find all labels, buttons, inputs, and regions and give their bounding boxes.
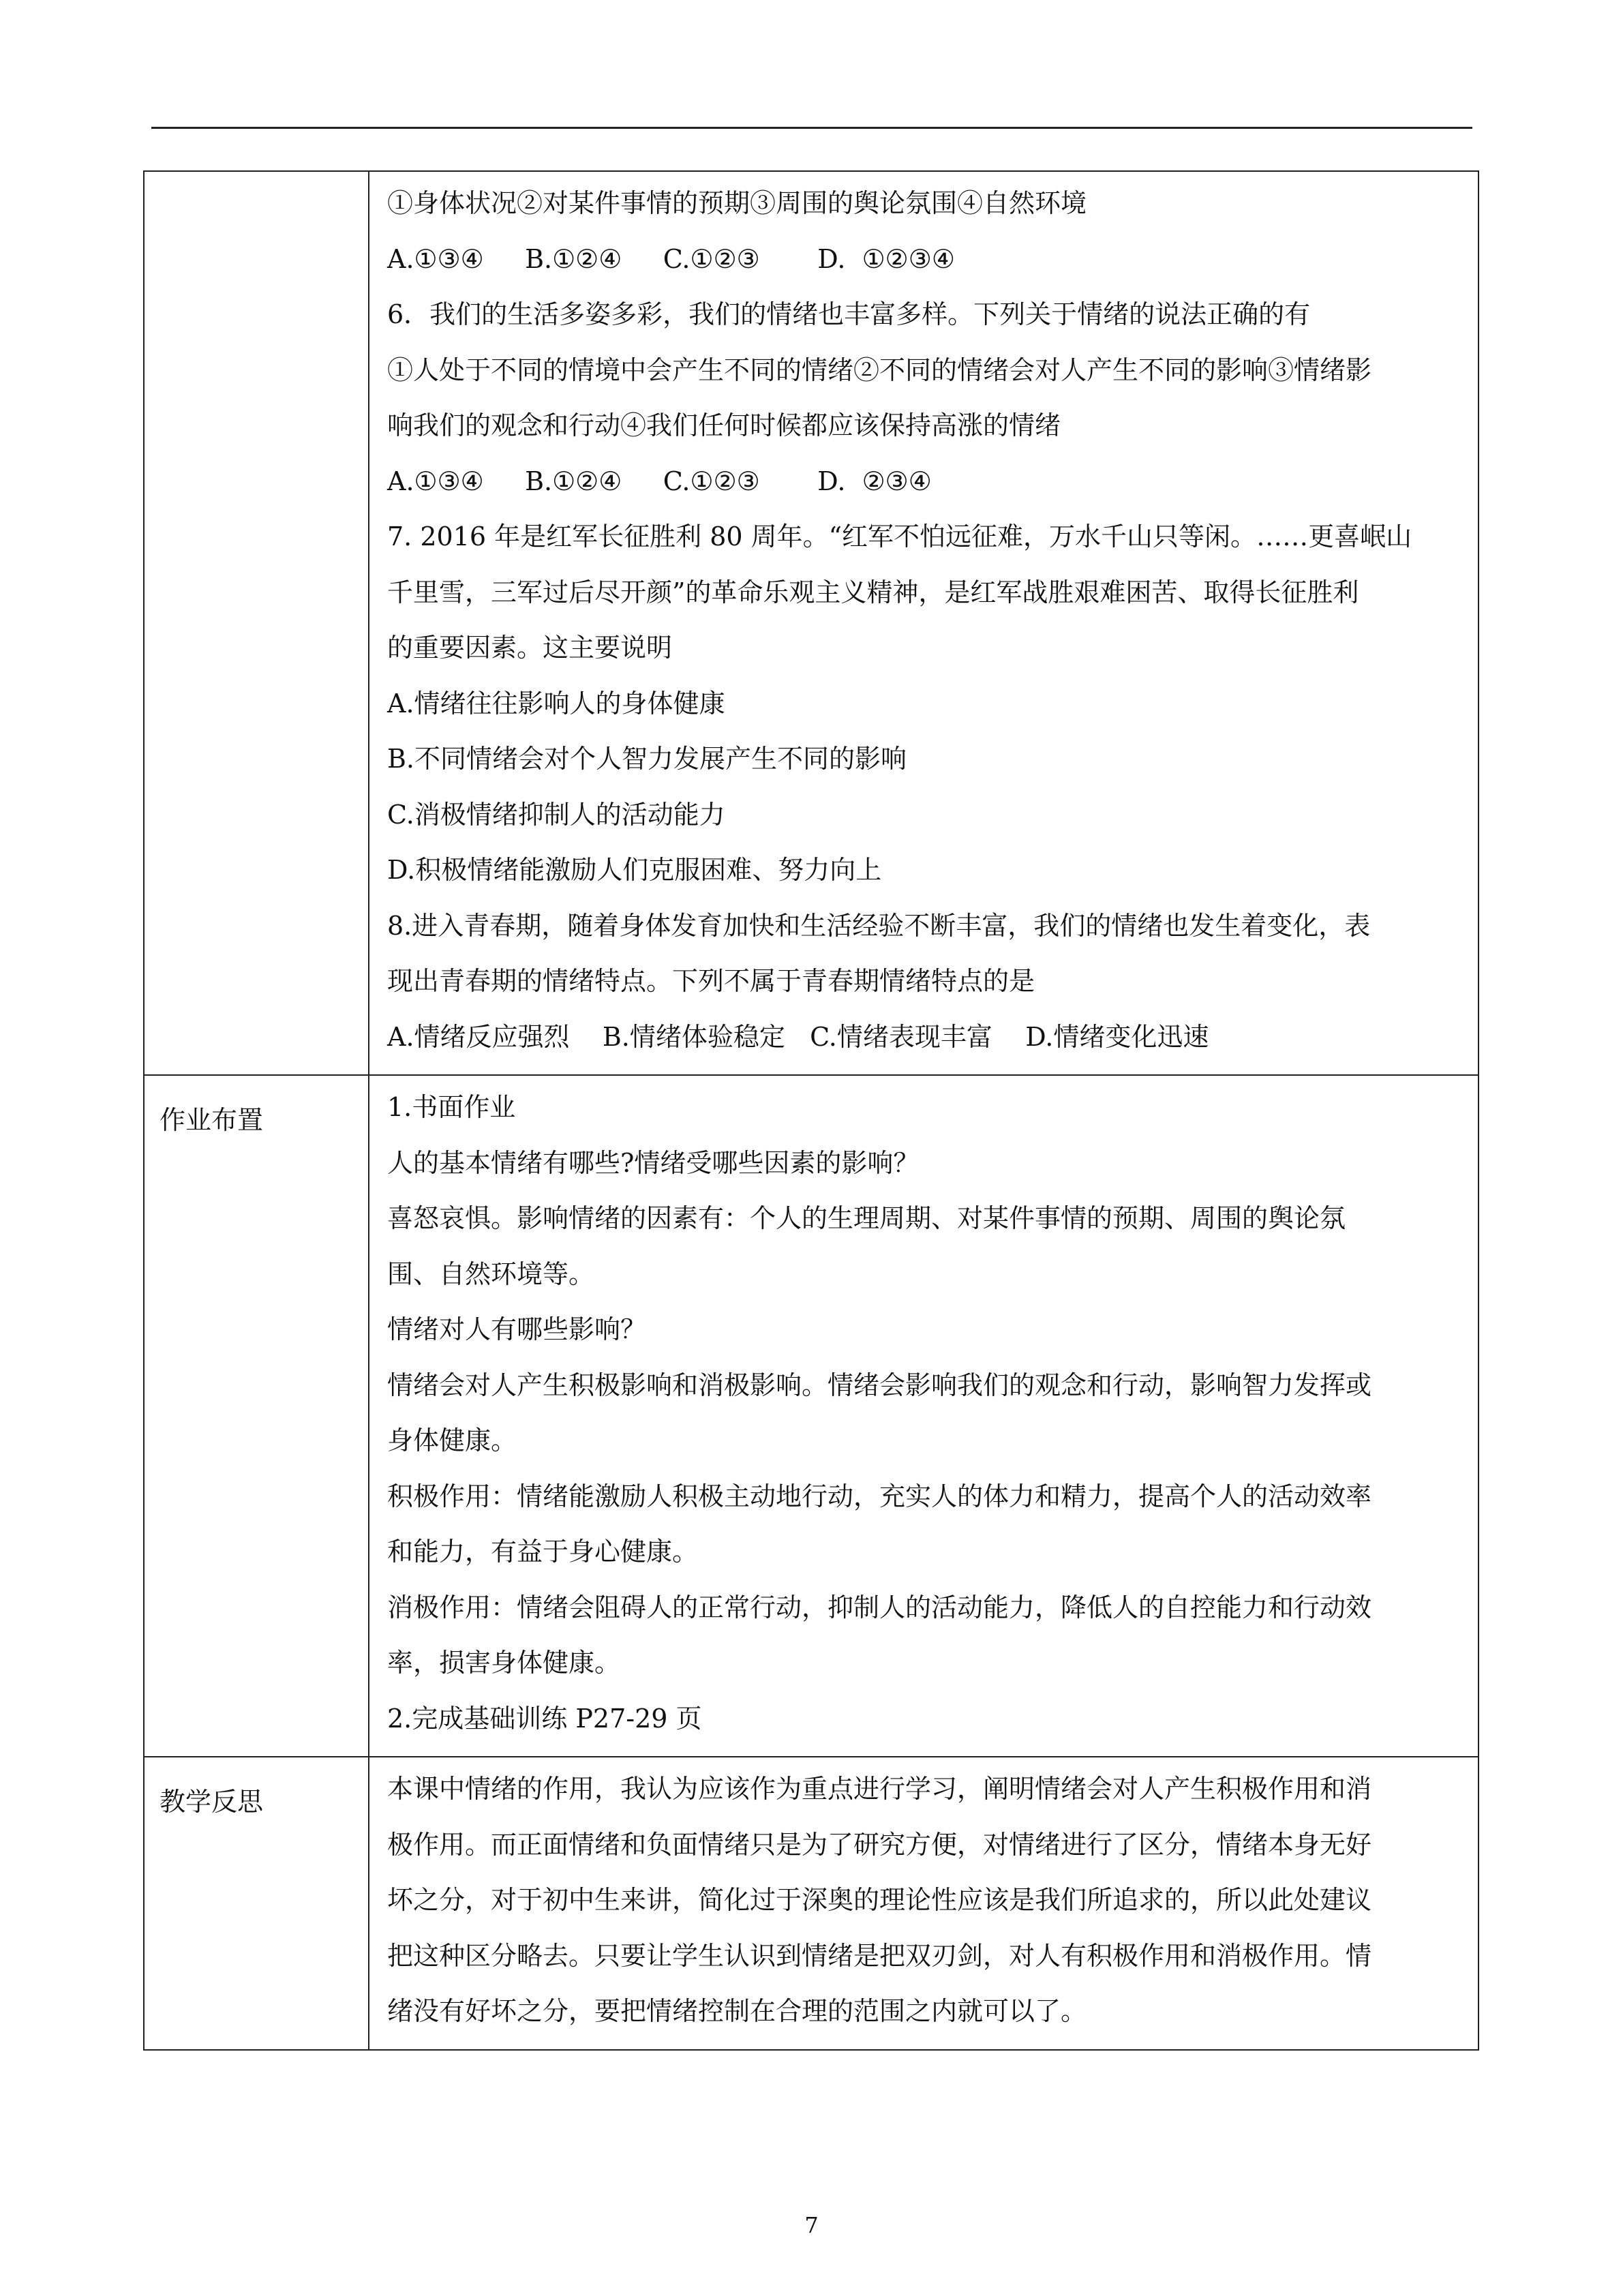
question-6-options-line-1: ①人处于不同的情境中会产生不同的情绪②不同的情绪会对人产生不同的影响③情绪影 xyxy=(387,354,1372,385)
row-label-cell xyxy=(144,171,369,1075)
homework-line: 情绪对人有哪些影响？ xyxy=(387,1314,647,1344)
question-7-stem-line-3: 的重要因素。这主要说明 xyxy=(387,633,673,663)
question-7-choice-c: C.消极情绪抑制人的活动能力 xyxy=(387,799,725,830)
row-label-cell xyxy=(144,1757,369,2050)
homework-line: 1.书面作业 xyxy=(387,1092,516,1122)
homework-line: 情绪会对人产生积极影响和消极影响。情绪会影响我们的观念和行动，影响智力发挥或 xyxy=(387,1370,1372,1400)
question-8-choices: A.情绪反应强烈 B.情绪体验稳定 C.情绪表现丰富 D.情绪变化迅速 xyxy=(387,1021,1209,1052)
homework-line: 身体健康。 xyxy=(387,1425,517,1455)
homework-line: 喜怒哀惧。影响情绪的因素有：个人的生理周期、对某件事情的预期、周围的舆论氛 xyxy=(387,1203,1346,1233)
question-5-choices: A.①③④ B.①②④ C.①②③ D. ①②③④ xyxy=(387,243,955,274)
question-7-stem-line-1: 7. 2016 年是红军长征胜利 80 周年。“红军不怕远征难，万水千山只等闲。……更喜岷山 xyxy=(387,522,1412,552)
homework-line: 积极作用：情绪能激励人积极主动地行动，充实人的体力和精力，提高个人的活动效率 xyxy=(387,1481,1372,1511)
header-rule xyxy=(151,127,1472,129)
table-row xyxy=(144,1757,1478,2050)
reflection-line: 坏之分，对于初中生来讲，简化过于深奥的理论性应该是我们所追求的，所以此处建议 xyxy=(387,1885,1372,1915)
question-7-stem-line-2: 千里雪，三军过后尽开颜”的革命乐观主义精神，是红军战胜艰难困苦、取得长征胜利 xyxy=(387,577,1359,607)
question-6-options-line-2: 响我们的观念和行动④我们任何时候都应该保持高涨的情绪 xyxy=(387,410,1061,440)
question-5-options-list: ①身体状况②对某件事情的预期③周围的舆论氛围④自然环境 xyxy=(387,188,1087,218)
question-7-choice-d: D.积极情绪能激励人们克服困难、努力向上 xyxy=(387,855,882,885)
homework-label: 作业布置 xyxy=(160,1105,264,1135)
question-8-stem-line-2: 现出青春期的情绪特点。下列不属于青春期情绪特点的是 xyxy=(387,966,1035,996)
question-8-stem-line-1: 8.进入青春期，随着身体发育加快和生活经验不断丰富，我们的情绪也发生着变化，表 xyxy=(387,910,1371,941)
reflection-line: 本课中情绪的作用，我认为应该作为重点进行学习，阐明情绪会对人产生积极作用和消 xyxy=(387,1774,1372,1804)
homework-line: 和能力，有益于身心健康。 xyxy=(387,1537,699,1567)
exercise-content-cell xyxy=(369,171,1478,1075)
table-row xyxy=(144,171,1478,1075)
homework-content-cell xyxy=(369,1075,1478,1757)
question-6-stem: 6．我们的生活多姿多彩，我们的情绪也丰富多样。下列关于情绪的说法正确的有 xyxy=(387,299,1311,329)
homework-line: 2.完成基础训练 P27-29 页 xyxy=(387,1703,702,1734)
question-7-choice-a: A.情绪往往影响人的身体健康 xyxy=(387,688,725,719)
reflection-content-cell xyxy=(369,1757,1478,2050)
homework-line: 人的基本情绪有哪些?情绪受哪些因素的影响？ xyxy=(387,1147,920,1178)
reflection-label: 教学反思 xyxy=(160,1787,264,1817)
reflection-line: 极作用。而正面情绪和负面情绪只是为了研究方便，对情绪进行了区分，情绪本身无好 xyxy=(387,1829,1372,1860)
page-number: 7 xyxy=(804,2212,819,2238)
homework-line: 消极作用：情绪会阻碍人的正常行动，抑制人的活动能力，降低人的自控能力和行动效 xyxy=(387,1592,1372,1622)
homework-line: 围、自然环境等。 xyxy=(387,1258,595,1289)
lesson-plan-table xyxy=(143,170,1479,2051)
reflection-line: 绪没有好坏之分，要把情绪控制在合理的范围之内就可以了。 xyxy=(387,1996,1087,2026)
table-row xyxy=(144,1075,1478,1757)
question-6-choices: A.①③④ B.①②④ C.①②③ D. ②③④ xyxy=(387,466,932,496)
homework-line: 率，损害身体健康。 xyxy=(387,1648,621,1678)
row-label-cell xyxy=(144,1075,369,1757)
reflection-line: 把这种区分略去。只要让学生认识到情绪是把双刃剑，对人有积极作用和消极作用。情 xyxy=(387,1940,1372,1971)
question-7-choice-b: B.不同情绪会对个人智力发展产生不同的影响 xyxy=(387,744,907,774)
